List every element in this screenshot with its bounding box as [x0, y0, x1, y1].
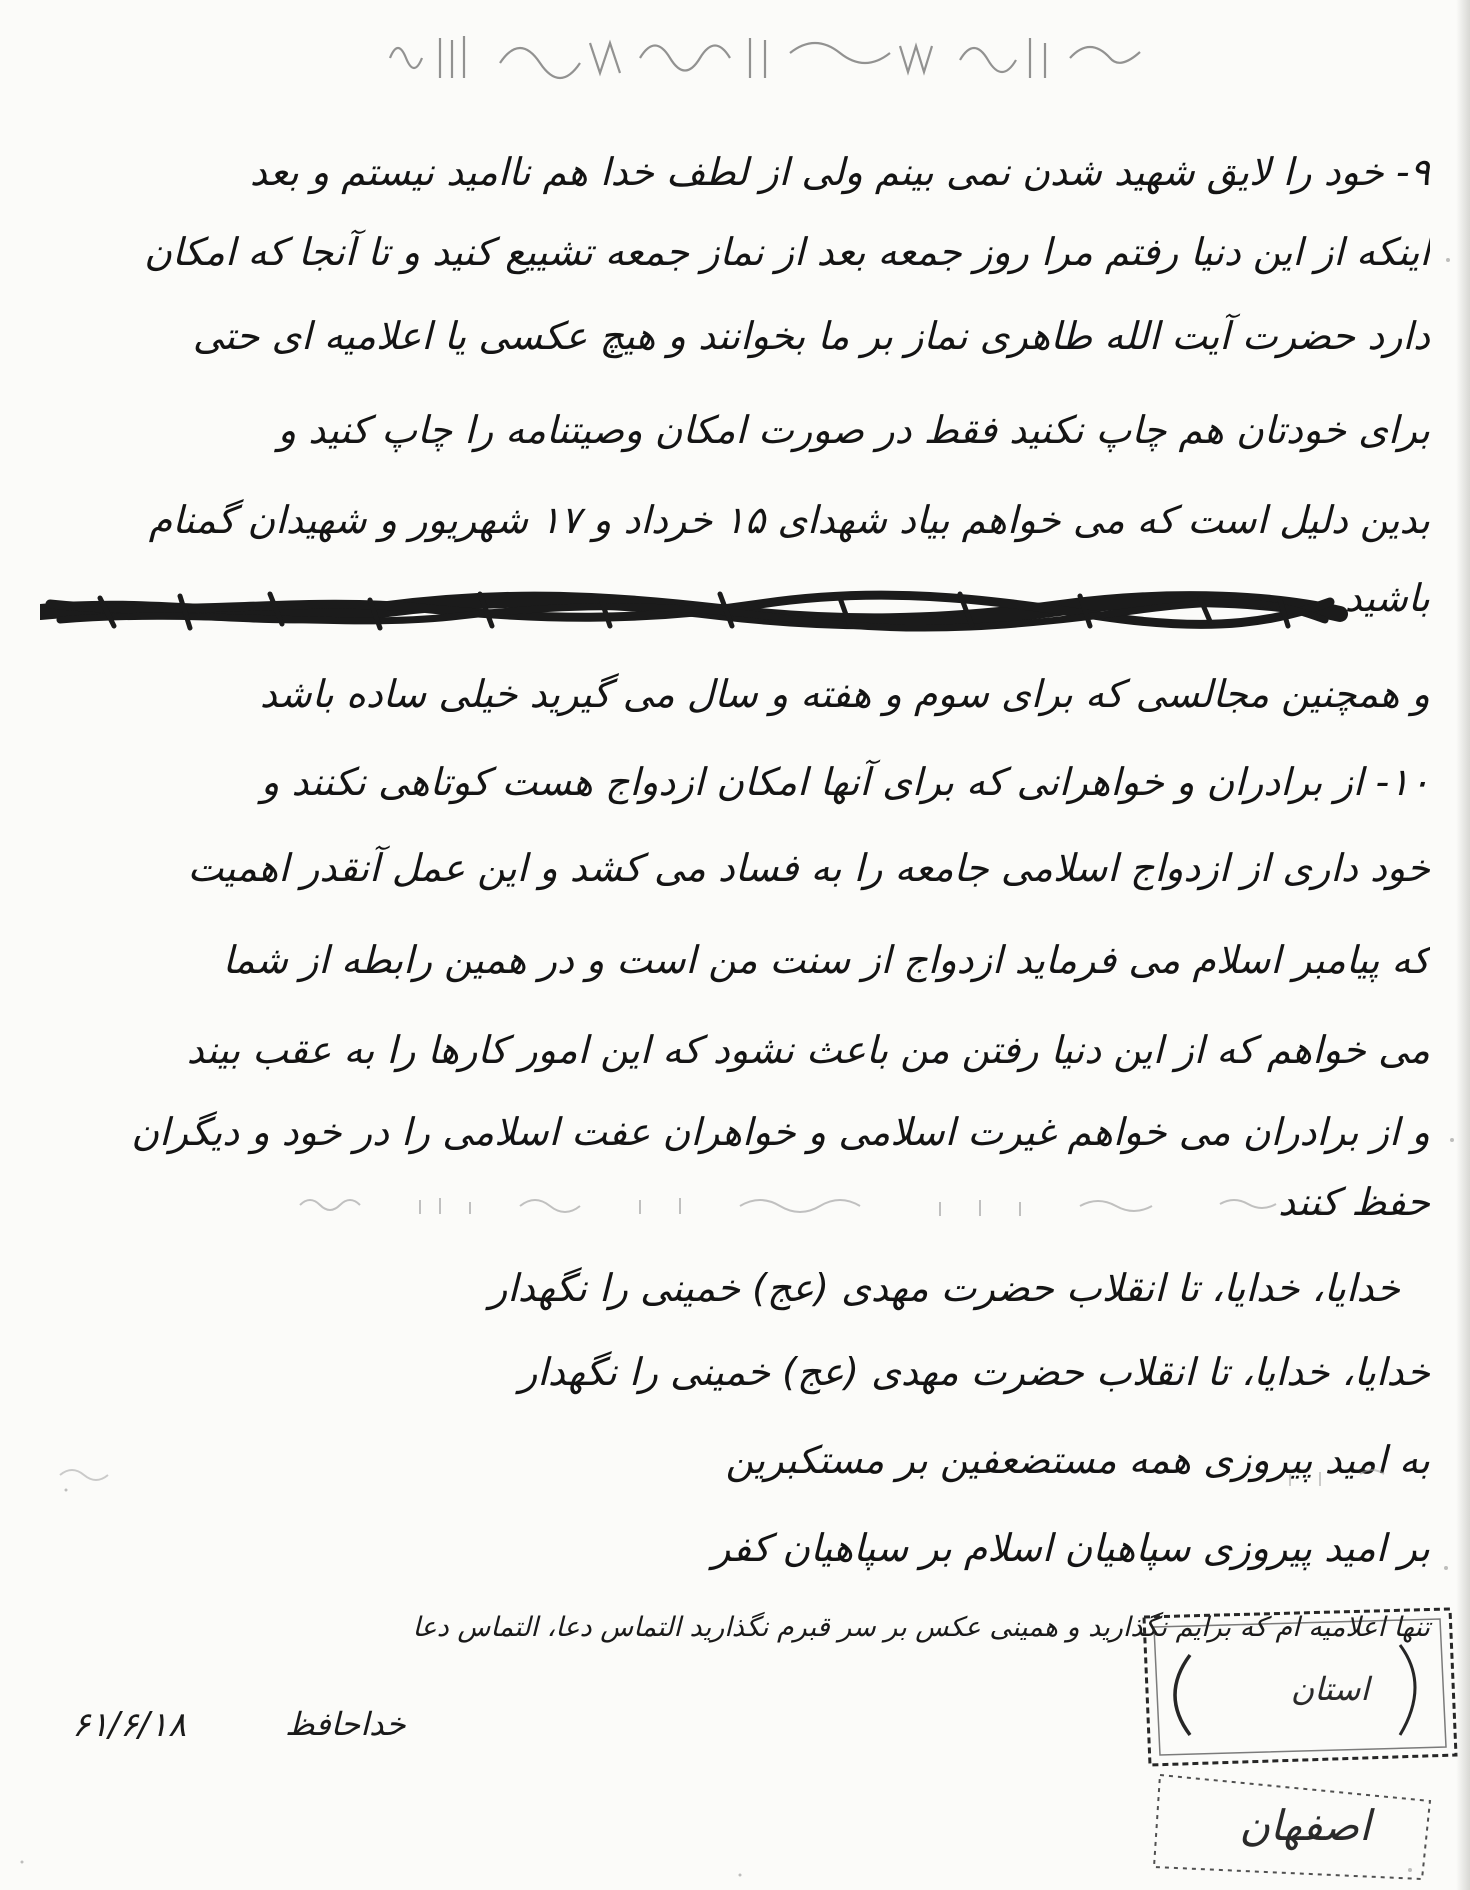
text-line-10: که پیامبر اسلام می فرماید ازدواج از سنت من است و در همین رابطه از شما: [222, 938, 1430, 982]
stamp-line-2: اصفهان: [1239, 1801, 1371, 1850]
footnote-request: تنها اعلامیه ام که برایم نگذارید و همینی عکس بر سر قبرم نگذارید التماس دعا، التماس دعا: [412, 1612, 1430, 1643]
text-line-5: بدین دلیل است که می خواهم بیاد شهدای ۱۵ خرداد و ۱۷ شهریور و شهیدان گمنام: [148, 498, 1430, 542]
text-line-8: ۱۰- از برادران و خواهرانی که برای آنها امکان ازدواج هست کوتاهی نکنند و: [261, 760, 1430, 804]
text-line-11: می خواهم که از این دنیا رفتن من باعث نشود که این امور کارها را به عقب بیند: [186, 1028, 1430, 1072]
text-line-4: برای خودتان هم چاپ نکنید فقط در صورت امکان وصیتنامه را چاپ کنید و: [277, 408, 1430, 452]
illegible-header-smudge: [380, 18, 1160, 88]
faint-erased-line: [40, 1190, 1430, 1220]
stamp-line-1: استان: [1290, 1670, 1370, 1708]
text-line-2: اینکه از این دنیا رفتم مرا روز جمعه بعد از نماز جمعه تشییع کنید و تا آنجا که امکان: [144, 230, 1430, 274]
text-line-7: و همچنین مجالسی که برای سوم و هفته و سال می گیرید خیلی ساده باشد: [259, 672, 1430, 716]
text-line-6: باشید: [1344, 576, 1430, 620]
text-line-3: دارد حضرت آیت الله طاهری نماز بر ما بخوانند و هیچ عکسی یا اعلامیه ای حتی: [192, 314, 1430, 358]
faint-erased-line-2: [40, 1460, 1430, 1490]
text-line-9: خود داری از ازدواج اسلامی جامعه را به فساد می کشد و این عمل آنقدر اهمیت: [187, 846, 1430, 890]
farewell-text: خداحافظ: [285, 1705, 406, 1743]
office-stamp: [1130, 1605, 1460, 1885]
text-line-12: و از برادران می خواهم غیرت اسلامی و خواهران عفت اسلامی را در خود و دیگران: [131, 1110, 1430, 1154]
text-line-13: حفظ کنند: [1278, 1180, 1430, 1224]
hope-line-2: بر امید پیروزی سپاهیان اسلام بر سپاهیان کفر: [711, 1526, 1430, 1570]
prayer-line-2: خدایا، خدایا، تا انقلاب حضرت مهدی (عج) خمینی را نگهدار: [519, 1350, 1430, 1394]
crossed-out-text: [40, 560, 1430, 660]
text-line-1: ۹- خود را لایق شهید شدن نمی بینم ولی از لطف خدا هم ناامید نیستم و بعد: [249, 150, 1430, 194]
prayer-line-1: خدایا، خدایا، تا انقلاب حضرت مهدی (عج) خمینی را نگهدار: [489, 1266, 1400, 1310]
hope-line-1: به امید پیروزی همه مستضعفین بر مستکبرین: [725, 1438, 1430, 1482]
page-edge-shadow: [1456, 0, 1470, 1890]
signature-date: ۶۱/۶/۱۸: [72, 1705, 187, 1745]
